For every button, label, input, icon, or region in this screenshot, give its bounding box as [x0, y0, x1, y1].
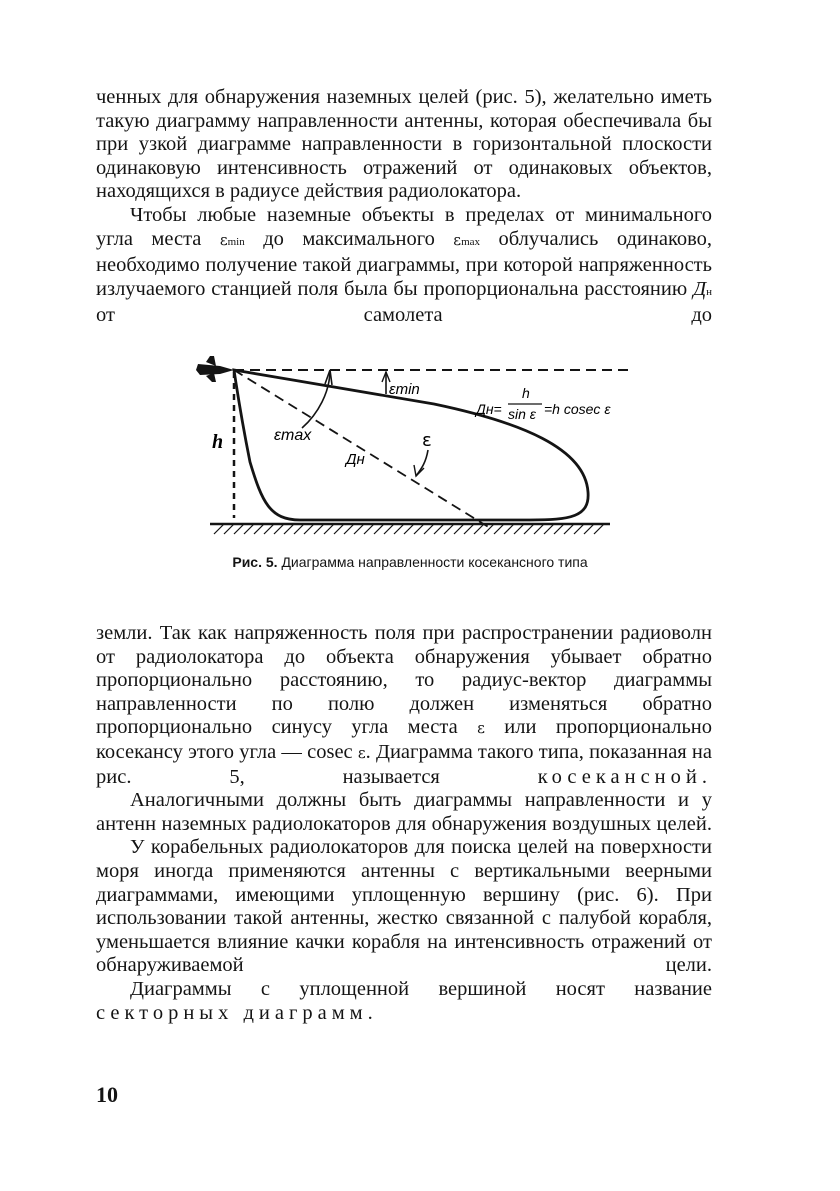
label-h: h [212, 431, 224, 453]
label-dn: Дн [346, 451, 365, 468]
term-sector-diagrams: секторных диаграмм. [96, 1001, 378, 1024]
p6-part-a: Диаграммы с уплощенной вершиной носят название [130, 977, 712, 1000]
eps-symbol: ε [453, 230, 462, 249]
page-number: 10 [96, 1082, 118, 1107]
paragraph-1: ченных для обнаружения наземных целей (рис. 5), желательно иметь такую диаграмму направленности антенны, которая обеспечивала бы при узкой диаграмме направленности в горизонтальной плоскости одинаковую интенсивность отражений от одинаковых объектов, находящихся в радиусе действия радиолокатора. [96, 86, 712, 203]
paragraph-3 [96, 622, 712, 789]
p2-part-d: от самолета до [96, 304, 712, 327]
p2-part-c: облучались одинаково, необходимо получение такой диаграммы, при которой напряженность излучаемого станцией поля была бы пропорциональна расстоянию [96, 227, 713, 300]
label-eps: ε [422, 430, 432, 451]
term-cosecant: косекансной. [537, 765, 712, 788]
figure-caption [150, 553, 670, 571]
label-eps-min: εmin [389, 381, 420, 398]
min-subscript: min [227, 235, 245, 248]
formula-num: h [522, 385, 530, 401]
caption-text: Диаграмма направленности косекансного типа [281, 554, 588, 570]
p3-part-b: или пропорционально косекансу этого угла — cosec [96, 716, 713, 763]
eps-arc [416, 450, 428, 476]
eps-symbol: ε [357, 743, 366, 762]
paragraph-5: У корабельных радиолокаторов для поиска целей на поверхности моря иногда применяются антенны с вертикальными веерными диаграммами, имеющими уплощенную вершину (рис. 6). При использовании такой антенны, жестко связанной с палубой корабля, уменьшается влияние качки корабля на интенсивность отражений от обнаруживаемой цели. [96, 836, 712, 977]
airplane-icon [196, 356, 234, 382]
p3-part-a: земли. Так как напряженность поля при распространении радиоволн от радиолокатора до объекта обнаружения убывает обратно пропорционально расстоянию, то радиус-вектор диаграммы направленности по полю должен изменяться обратно пропорционально синусу угла места [96, 622, 712, 739]
top-text-block [96, 86, 712, 328]
cosecant-diagram-svg [190, 352, 640, 552]
paragraph-2 [96, 204, 712, 328]
formula-rhs: =h cosec ε [544, 401, 611, 417]
formula-lhs: Дн= [476, 401, 502, 417]
p2-part-b: до максимального [263, 227, 435, 250]
dn-subscript: н [706, 285, 712, 298]
eps-symbol: ε [477, 719, 485, 738]
eps-symbol: ε [219, 230, 228, 249]
formula-den: sin ε [508, 406, 536, 422]
eps-max-arc [302, 370, 330, 428]
p2-part-a: Чтобы любые наземные объекты в пределах от минимального угла места [96, 203, 712, 250]
ground-hatching [214, 524, 604, 534]
p3-part-c: . Диаграмма такого типа, показанная на рис. 5, называется [96, 740, 713, 788]
paragraph-4: Аналогичными должны быть диаграммы направленности и у антенн наземных радиолокаторов для обнаружения воздушных целей. [96, 789, 712, 835]
label-eps-max: εmax [274, 427, 312, 444]
dn-symbol: Д [693, 277, 707, 300]
max-subscript: max [461, 235, 481, 248]
paragraph-6 [96, 978, 712, 1025]
bottom-text-block [96, 622, 712, 1025]
distance-dashed-line [234, 370, 490, 528]
caption-number: Рис. 5. [232, 554, 278, 570]
